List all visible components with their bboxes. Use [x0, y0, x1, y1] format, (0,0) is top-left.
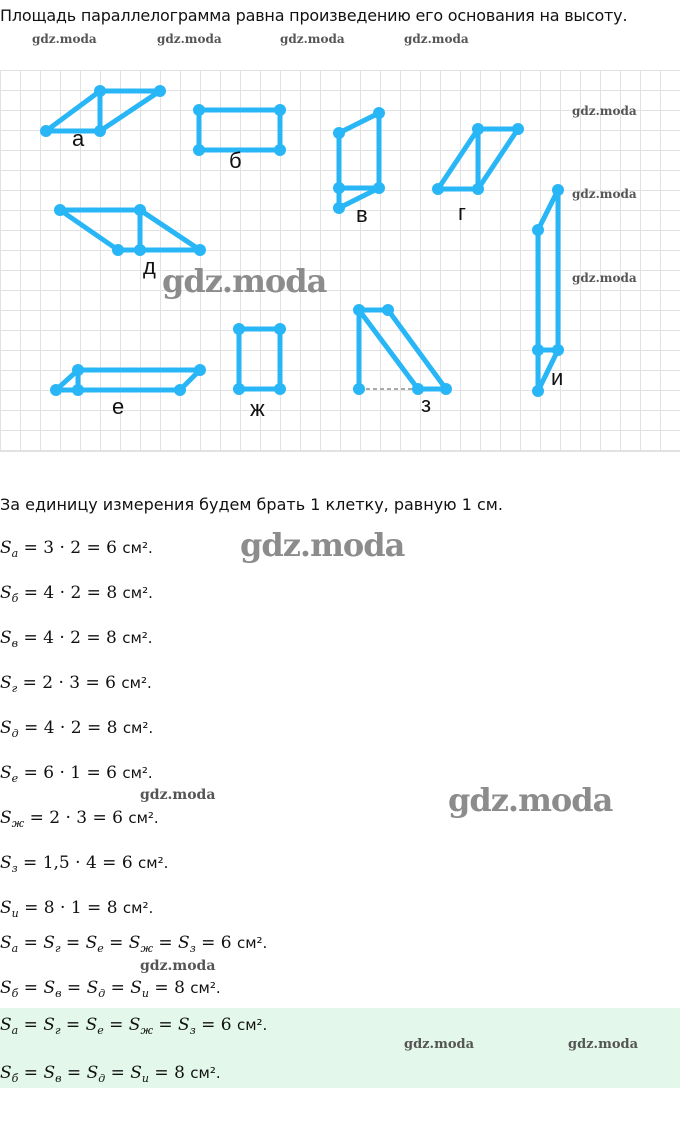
area-formula-line: $S_в = 4 \cdot 2 = 8$ см². [0, 628, 153, 650]
watermark: gdz.moda [448, 781, 613, 819]
area-equality-line: $S_а = S_г = S_е = S_ж = S_з = 6$ см². [0, 933, 268, 955]
watermark: gdz.moda [404, 32, 469, 46]
label-z: з [421, 392, 432, 417]
watermark: gdz.moda [572, 187, 637, 201]
shape-a [46, 91, 160, 131]
label-g: г [458, 200, 467, 225]
shape-zh [239, 329, 280, 389]
area-formula-line: $S_а = 3 \cdot 2 = 6$ см². [0, 538, 153, 560]
watermark: gdz.moda [157, 32, 222, 46]
label-e: е [112, 394, 125, 419]
label-a: а [72, 126, 85, 151]
area-formula-line: $S_и = 8 \cdot 1 = 8$ см². [0, 898, 154, 920]
watermark: gdz.moda [568, 1037, 639, 1052]
watermark: gdz.moda [572, 104, 637, 118]
intro-text: Площадь параллелограмма равна произведению его основания на высоту. [0, 6, 628, 25]
area-equality-line: $S_а = S_г = S_е = S_ж = S_з = 6$ см². [0, 1015, 268, 1037]
label-zh: ж [250, 396, 265, 421]
shape-b [199, 110, 280, 150]
unit-statement: За единицу измерения будем брать 1 клетку, равную 1 см. [0, 495, 503, 514]
label-i: и [551, 365, 564, 390]
watermark: gdz.moda [240, 526, 405, 564]
parallelogram-figure [0, 70, 680, 452]
area-formula-line: $S_з = 1,5 \cdot 4 = 6$ см². [0, 853, 169, 875]
label-b: б [229, 148, 242, 173]
watermark: gdz.moda [140, 958, 216, 974]
area-equality-line: $S_б = S_в = S_д = S_и = 8$ см². [0, 978, 221, 1000]
shape-v [339, 113, 379, 208]
area-formula-line: $S_е = 6 \cdot 1 = 6$ см². [0, 763, 153, 785]
watermark: gdz.moda [140, 787, 216, 803]
watermark: gdz.moda [280, 32, 345, 46]
shape-i [538, 190, 558, 391]
watermark: gdz.moda [32, 32, 97, 46]
area-equality-line: $S_б = S_в = S_д = S_и = 8$ см². [0, 1063, 221, 1085]
shape-d [60, 210, 200, 250]
label-v: в [356, 202, 368, 227]
area-formula-line: $S_б = 4 \cdot 2 = 8$ см². [0, 583, 153, 605]
watermark: gdz.moda [162, 262, 327, 300]
area-formula-line: $S_ж = 2 \cdot 3 = 6$ см². [0, 808, 159, 830]
watermark: gdz.moda [572, 271, 637, 285]
label-d: д [143, 254, 156, 279]
figure-svg [0, 70, 680, 451]
watermark: gdz.moda [404, 1037, 475, 1052]
area-formula-line: $S_д = 4 \cdot 2 = 8$ см². [0, 718, 154, 740]
shape-z [359, 310, 446, 389]
area-formula-line: $S_г = 2 \cdot 3 = 6$ см². [0, 673, 152, 695]
